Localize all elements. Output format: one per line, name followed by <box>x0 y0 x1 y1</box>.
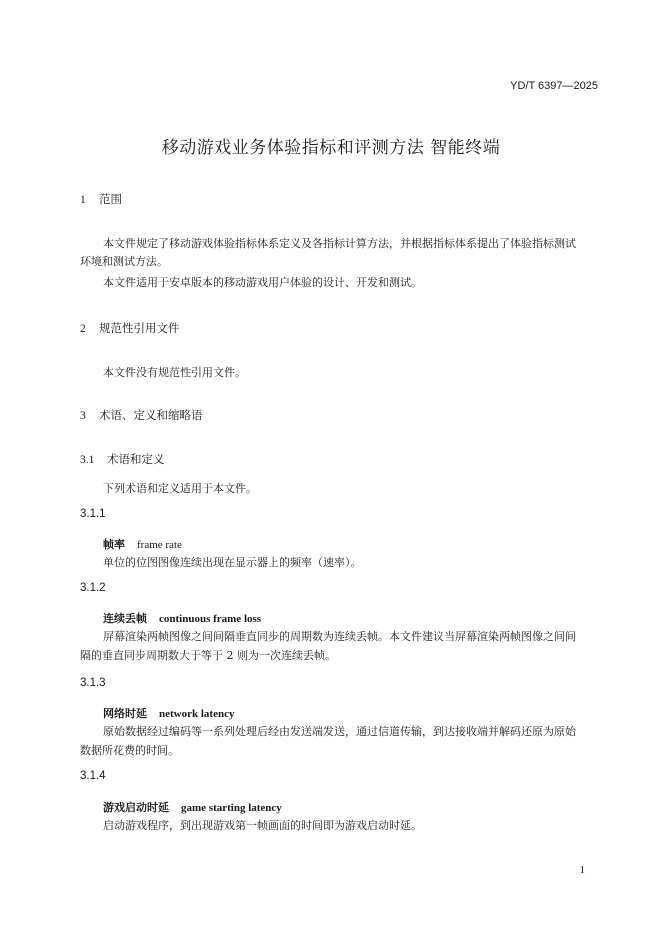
term-4-zh: 游戏启动时延 <box>103 801 169 814</box>
section-2-para-1: 本文件没有规范性引用文件。 <box>103 366 246 379</box>
term-2-en: continuous frame loss <box>159 613 262 625</box>
term-3-definition-line-2: 数据所花费的时间。 <box>80 744 179 757</box>
subsection-3-1-title: 术语和定义 <box>107 452 165 466</box>
term-1-heading <box>103 536 182 552</box>
page-number: 1 <box>579 864 585 876</box>
section-1-para-2: 本文件适用于安卓版本的移动游戏用户体验的设计、开发和测试。 <box>103 276 422 289</box>
term-1-en: frame rate <box>137 539 182 551</box>
term-3-number: 3.1.3 <box>80 677 106 689</box>
term-2-heading <box>103 610 261 626</box>
term-3-definition-line-1: 原始数据经过编码等一系列处理后经由发送端发送，通过信道传输，到达接收端并解码还原为原始 <box>103 725 576 738</box>
term-3-zh: 网络时延 <box>103 707 147 720</box>
subsection-3-1-number: 3.1 <box>80 454 95 466</box>
document-title: 移动游戏业务体验指标和评测方法 智能终端 <box>161 138 501 158</box>
section-1-para-1-line-1: 本文件规定了移动游戏体验指标体系定义及各指标计算方法，并根据指标体系提出了体验指标测试 <box>103 237 576 250</box>
term-4-number: 3.1.4 <box>80 770 106 782</box>
term-4-heading <box>103 799 282 815</box>
term-1-definition-line-1: 单位的位图图像连续出现在显示器上的频率（速率）。 <box>103 556 362 569</box>
section-3-title: 术语、定义和缩略语 <box>99 408 203 422</box>
section-3-heading <box>80 407 203 423</box>
term-2-zh: 连续丢帧 <box>103 612 147 625</box>
term-4-definition-line-1: 启动游戏程序，到出现游戏第一帧画面的时间即为游戏启动时延。 <box>103 819 422 832</box>
term-3-heading <box>103 705 234 721</box>
term-1-number: 3.1.1 <box>80 508 106 520</box>
term-3-en: network latency <box>159 708 235 720</box>
term-4-en: game starting latency <box>181 802 282 814</box>
section-1-number: 1 <box>80 194 86 206</box>
section-2-heading <box>80 320 180 336</box>
section-1-title: 范围 <box>99 192 122 206</box>
section-2-title: 规范性引用文件 <box>99 321 180 335</box>
term-1-zh: 帧率 <box>103 538 125 551</box>
section-3-number: 3 <box>80 410 86 422</box>
section-2-number: 2 <box>80 323 86 335</box>
section-1-para-1-line-2: 环境和测试方法。 <box>80 255 168 268</box>
subsection-3-1-heading <box>80 451 165 467</box>
term-2-number: 3.1.2 <box>80 582 106 594</box>
standard-code: YD/T 6397—2025 <box>510 80 598 92</box>
subsection-3-1-intro: 下列术语和定义适用于本文件。 <box>103 482 257 495</box>
term-2-definition-line-1: 屏幕渲染两帧图像之间间隔垂直同步的周期数为连续丢帧。本文件建议当屏幕渲染两帧图像之间间 <box>103 630 576 643</box>
section-1-heading <box>80 191 122 207</box>
term-2-definition-line-2: 隔的垂直同步周期数大于等于 2 则为一次连续丢帧。 <box>80 649 336 662</box>
